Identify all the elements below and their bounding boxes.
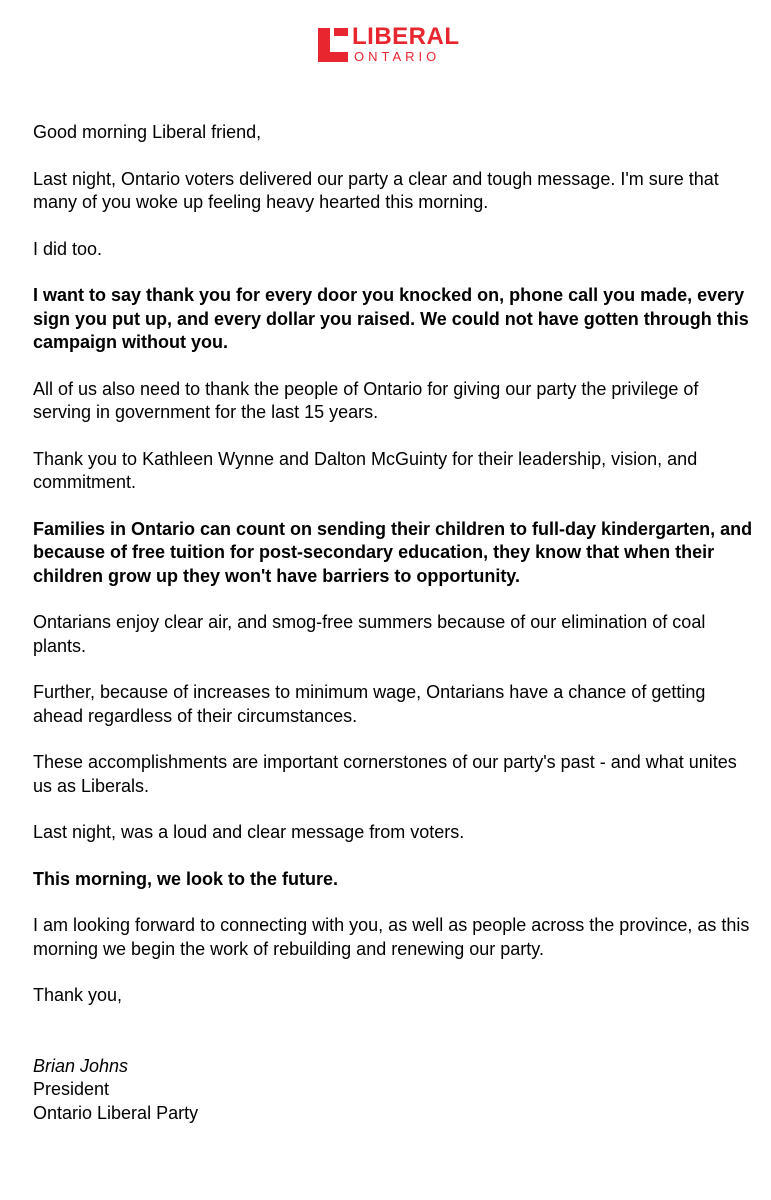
paragraph-7: Ontarians enjoy clear air, and smog-free summers because of our elimination of coal plants. — [33, 612, 706, 656]
paragraph-6-families: Families in Ontario can count on sending their children to full-day kindergarten, and because of free tuition for post-secondary education, they know that when their children grow up they won't have barriers to opportunity. — [33, 518, 753, 586]
signatory-title: President — [33, 1079, 110, 1099]
liberal-l-logo-icon — [318, 28, 348, 62]
paragraph-9: These accomplishments are important cornerstones of our party's past - and what unites us as Liberals. — [33, 752, 737, 796]
greeting: Good morning Liberal friend, — [33, 122, 262, 142]
paragraph-3-thanks: I want to say thank you for every door you knocked on, phone call you made, every sign you put up, and every dollar you raised. We could not have gotten through this campaign without you. — [33, 285, 749, 352]
signatory-name: Brian Johns — [33, 1055, 129, 1076]
paragraph-11-future: This morning, we look to the future. — [33, 868, 338, 889]
letter-body — [33, 121, 753, 1125]
closing: Thank you, — [33, 985, 123, 1005]
paragraph-2: I did too. — [33, 238, 103, 259]
logo-wordmark: LIBERAL — [352, 23, 460, 50]
paragraph-5: Thank you to Kathleen Wynne and Dalton McGuinty for their leadership, vision, and commitment. — [33, 448, 698, 492]
paragraph-10: Last night, was a loud and clear message from voters. — [33, 822, 465, 842]
logo-subtitle: ONTARIO — [354, 49, 441, 64]
signature-block — [33, 1055, 753, 1126]
paragraph-12: I am looking forward to connecting with you, as well as people across the province, as this morning we begin the work of rebuilding and renewing our party. — [33, 915, 750, 959]
paragraph-4: All of us also need to thank the people of Ontario for giving our party the privilege of serving in government for the last 15 years. — [33, 378, 699, 422]
liberal-ontario-logo — [318, 24, 470, 66]
paragraph-1: Last night, Ontario voters delivered our party a clear and tough message. I'm sure that many of you woke up feeling heavy hearted this morning. — [33, 168, 719, 212]
paragraph-8: Further, because of increases to minimum wage, Ontarians have a chance of getting ahead regardless of their circumstances. — [33, 682, 706, 726]
signatory-organization: Ontario Liberal Party — [33, 1102, 199, 1123]
